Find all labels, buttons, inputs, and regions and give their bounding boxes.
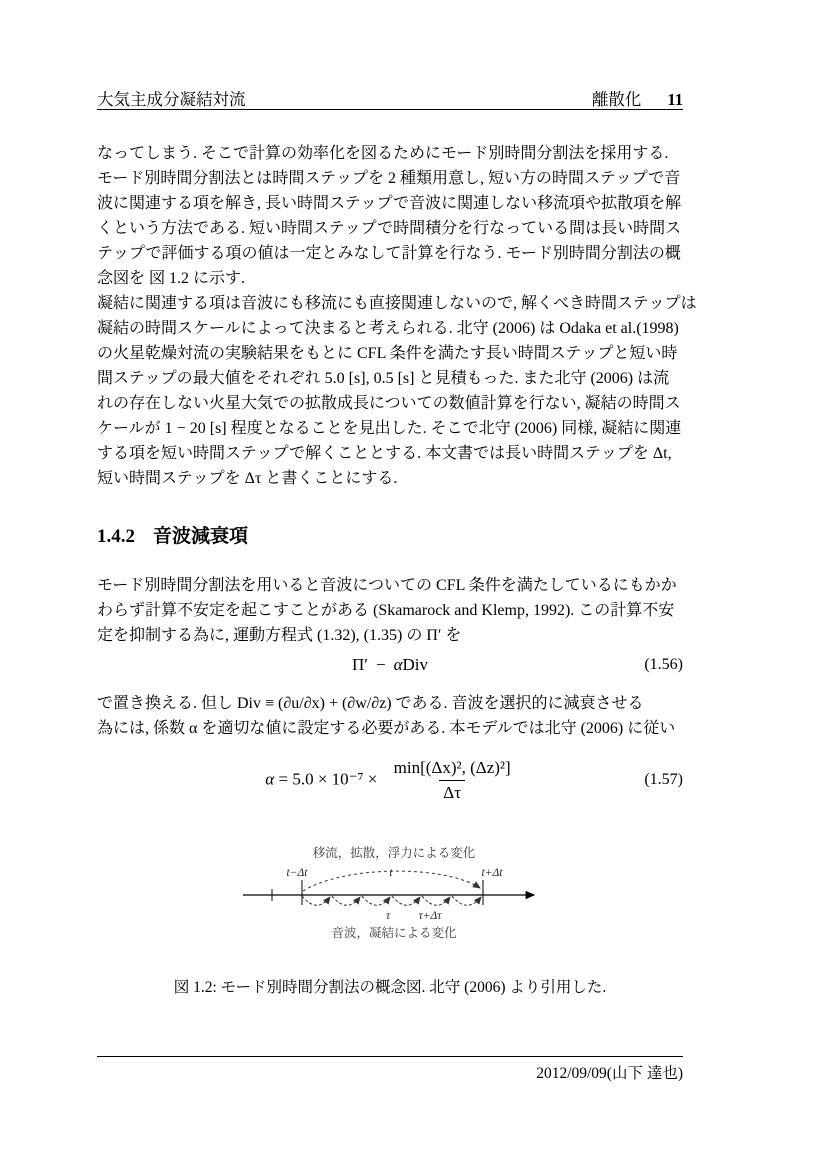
- header-left-title: 大気主成分凝結対流: [97, 90, 246, 109]
- paragraph-3: [97, 573, 697, 648]
- footer-date-author: 2012/09/09(山下 達也): [536, 1065, 683, 1082]
- figure-1-2-diagram: [240, 843, 552, 945]
- pi-prime-symbol: Π′: [351, 655, 368, 674]
- short-timestep-hop: [422, 896, 450, 905]
- text-line: 凝結の時間スケールによって決まると考えられる. 北守 (2006) は Odaka et al.(1998): [97, 320, 679, 337]
- short-timestep-hop: [302, 896, 330, 905]
- text-line: テップで評価する項の値は一定とみなして計算を行なう. モード別時間分割法の概: [97, 245, 681, 262]
- text-line: モード別時間分割法とは時間ステップを 2 種類用意し, 短い方の時間ステップで音: [97, 170, 681, 187]
- label-t-plus-dt: t+Δt: [481, 867, 503, 879]
- section-heading: [97, 521, 248, 548]
- text-line: モード別時間分割法を用いると音波についての CFL 条件を満たしているにもかか: [97, 577, 677, 594]
- page-header: [97, 86, 683, 108]
- text-line: する項を短い時間ステップで解くこととする. 本文書では長い時間ステップを Δt,: [97, 445, 672, 462]
- label-tau-plus-dtau: τ+Δτ: [418, 910, 442, 922]
- text-line: 波に関連する項を解き, 長い時間ステップで音波に関連しない移流項や拡散項を解: [97, 195, 682, 212]
- text-line: 凝結に関連する項は音波にも移流にも直接関連しないので, 解くべき時間ステップは: [97, 295, 697, 312]
- text-line: 短い時間ステップを Δτ と書くことにする.: [97, 470, 398, 487]
- alpha-symbol: α: [393, 655, 403, 674]
- short-timestep-hop: [392, 896, 420, 905]
- label-tau: τ: [385, 910, 391, 922]
- coefficient: = 5.0 × 10⁻⁷ ×: [278, 768, 378, 788]
- page-number: 11: [667, 90, 683, 109]
- text-line: 間ステップの最大値をそれぞれ 5.0 [s], 0.5 [s] と見積もった. また北守 (2006) は流: [97, 370, 670, 387]
- short-timestep-hop: [362, 896, 390, 905]
- text-line: 定を抑制する為に, 運動方程式 (1.32), (1.35) の Π′ を: [97, 627, 462, 644]
- text-line: くという方法である. 短い時間ステップで時間積分を行なっている間は長い時間ス: [97, 220, 682, 237]
- label-t: t: [389, 867, 393, 879]
- short-timestep-hop: [332, 896, 360, 905]
- alpha-symbol: α: [265, 768, 275, 788]
- text-line: 念図を 図 1.2 に示す.: [97, 270, 246, 287]
- equation-1-57-expression: [265, 758, 514, 803]
- equation-1-57: [97, 750, 683, 810]
- footer-rule: [97, 1056, 683, 1057]
- header-right: [592, 86, 683, 110]
- text-line: わらず計算不安定を起こすことがある (Skamarock and Klemp, 1992). この計算不安: [97, 602, 675, 619]
- short-timestep-hop: [452, 896, 481, 905]
- section-number: 1.4.2: [97, 526, 135, 547]
- figure-top-label: 移流，拡散，浮力による変化: [312, 846, 476, 860]
- fraction: [390, 758, 515, 803]
- text-line: なってしまう. そこで計算の効率化を図るためにモード別時間分割法を採用する.: [97, 145, 669, 162]
- figure-bottom-label: 音波，凝結による変化: [331, 926, 457, 940]
- fraction-denominator: Δτ: [439, 780, 465, 803]
- figure-caption: 図 1.2: モード別時間分割法の概念図. 北守 (2006) より引用した.: [173, 979, 607, 996]
- equation-1-56-expression: [352, 655, 428, 675]
- fraction-numerator: min[(Δx)², (Δz)²]: [393, 757, 511, 777]
- text-line: ケールが 1 − 20 [s] 程度となることを見出した. そこで北守 (2006) 同様, 凝結に関連: [97, 420, 682, 437]
- paragraph-2: [97, 291, 697, 491]
- div-operator: Div: [402, 655, 429, 674]
- minus-sign: −: [375, 655, 386, 674]
- time-splitting-diagram: [240, 843, 552, 945]
- text-line: で置き換える. 但し Div ≡ (∂u/∂x) + (∂w/∂z) である. 音波を選択的に減衰させる: [97, 695, 644, 712]
- text-line: 為には, 係数 α を適切な値に設定する必要がある. 本モデルでは北守 (2006) に従い: [97, 720, 676, 737]
- label-t-minus-dt: t−Δt: [286, 867, 308, 879]
- text-line: れの存在しない火星大気での拡散成長についての数値計算を行ない, 凝結の時間ス: [97, 395, 681, 412]
- paragraph-1: [97, 141, 697, 291]
- equation-number: (1.57): [644, 771, 683, 788]
- equation-1-56: [97, 651, 683, 679]
- header-rule: [97, 109, 683, 110]
- equation-number: (1.56): [644, 656, 683, 673]
- section-title: 音波減衰項: [153, 526, 249, 547]
- text-line: の火星乾燥対流の実験結果をもとに CFL 条件を満たす長い時間ステップと短い時: [97, 345, 678, 362]
- paragraph-4: [97, 691, 697, 741]
- header-section-title: 離散化: [591, 90, 642, 109]
